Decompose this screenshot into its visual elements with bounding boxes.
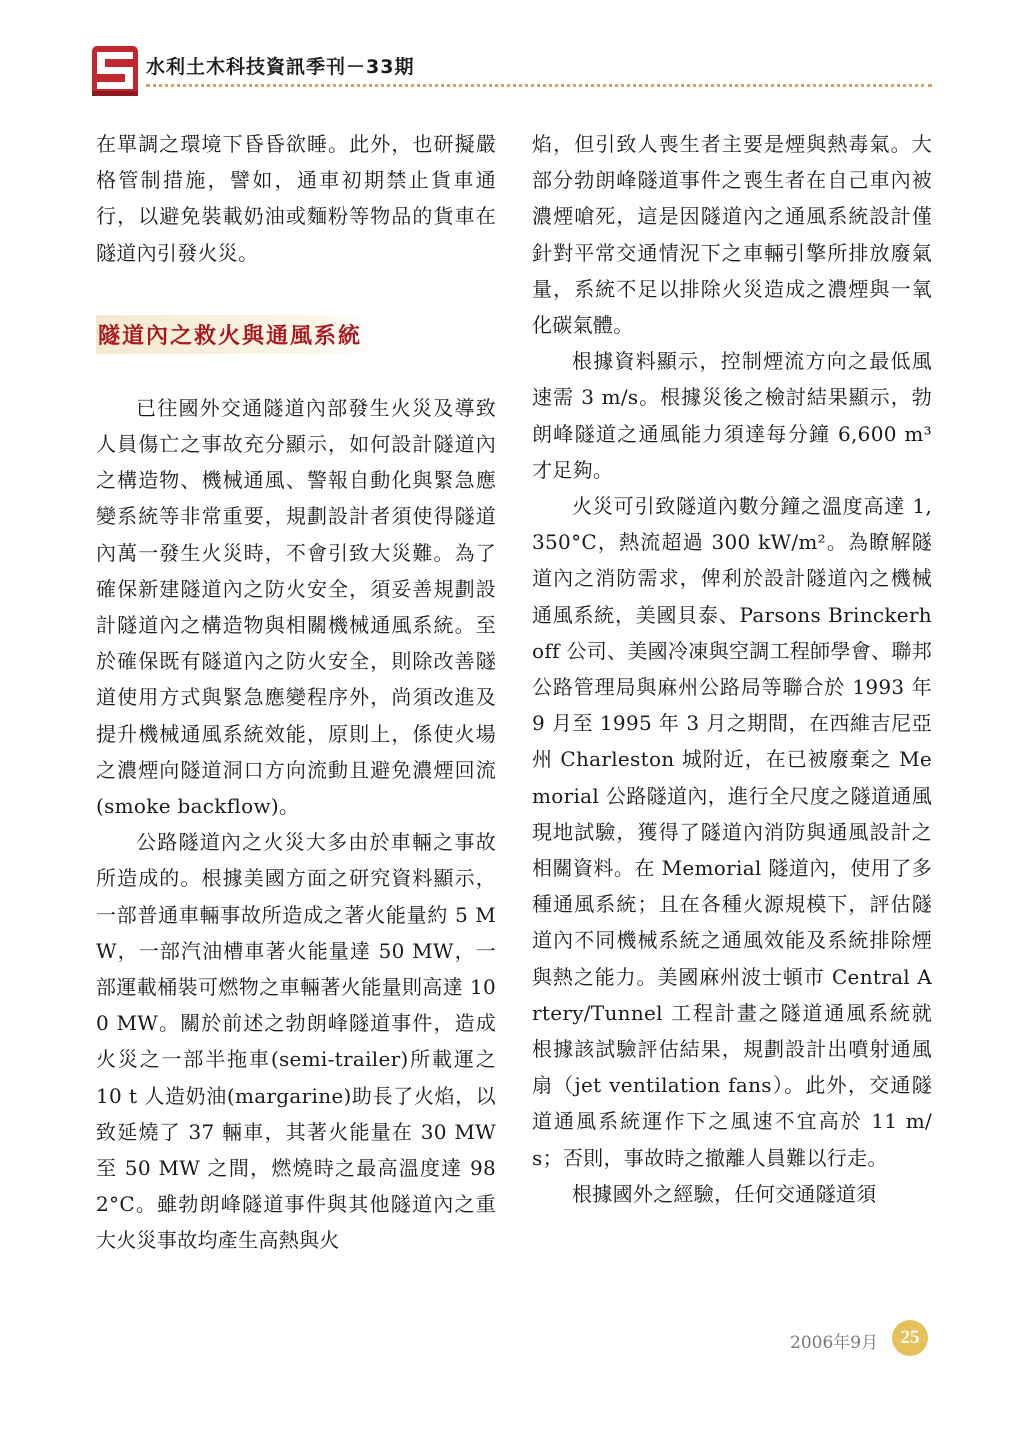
paragraph-3: 公路隧道內之火災大多由於車輛之事故所造成的。根據美國方面之研究資料顯示，一部普通車輛事故所造成之著火能量約 5 MW，一部汽油槽車著火能量達 50 MW，一部運載桶裝可燃物之車輛著火能量則高達 100 MW。關於前述之勃朗峰隧道事件，造成火災之一部半拖車(semi-trailer)所載運之 10 t 人造奶油(margarine)助長了火焰，以致延燒了 37 輛車，其著火能量在 30 MW 至 50 MW 之間，燃燒時之最高溫度達 982°C。雖勃朗峰隧道事件與其他隧道內之重大火災事故均產生高熱與火 xyxy=(96,830,496,1253)
heading-spacer xyxy=(96,372,496,390)
paragraph-7: 根據國外之經驗，任何交通隧道須 xyxy=(572,1181,877,1206)
issue-date: 2006年9月 xyxy=(790,1333,879,1353)
page-number-badge: 25 xyxy=(892,1320,928,1356)
paragraph-1: 在單調之環境下昏昏欲睡。此外，也研擬嚴格管制措施，譬如，通車初期禁止貨車通行，以避免裝載奶油或麵粉等物品的貨車在隧道內引發火災。 xyxy=(96,132,496,265)
paragraph-6: 火災可引致隧道內數分鐘之溫度高達 1,350°C，熱流超過 300 kW/m²。為瞭解隧道內之消防需求，俾利於設計隧道內之機械通風系統，美國貝泰、Parsons Brinckerhoff 公司、美國冷凍與空調工程師學會、聯邦公路管理局與麻州公路局等聯合於 1993 年 9 月至 1995 年 3 月之期間，在西維吉尼亞州 Charleston 城附近，在已被廢棄之 Memorial 公路隧道內，進行全尺度之隧道通風現地試驗，獲得了隧道內消防與通風設計之相關資料。在 Memorial 隧道內，使用了多種通風系統；且在各種火源規模下，評估隧道內不同機械系統之通風效能及系統排除煙與熱之能力。美國麻州波士頓市 Central Artery/Tunnel 工程計畫之隧道通風系統就根據該試驗評估結果，規劃設計出噴射通風扇（jet ventilation fans）。此外，交通隧道通風系統運作下之風速不宜高於 11 m/s；否則，事故時之撤離人員難以行走。 xyxy=(532,494,932,1170)
page-footer xyxy=(790,1318,940,1358)
journal-title: 水利土木科技資訊季刊－33期 xyxy=(146,56,415,78)
right-column xyxy=(532,126,932,1212)
paragraph-2: 已往國外交通隧道內部發生火災及導致人員傷亡之事故充分顯示，如何設計隧道內之構造物、機械通風、警報自動化與緊急應變系統等非常重要，規劃設計者須使得隧道內萬一發生火災時，不會引致大災難。為了確保新建隧道內之防火安全，須妥善規劃設計隧道內之構造物與相關機械通風系統。至於確保既有隧道內之防火安全，則除改善隧道使用方式與緊急應變程序外，尚須改進及提升機械通風系統效能，原則上，係使火場之濃煙向隧道洞口方向流動且避免濃煙回流(smoke backflow)。 xyxy=(96,395,496,819)
journal-logo-icon xyxy=(92,46,138,96)
paragraph-5: 根據資料顯示，控制煙流方向之最低風速需 3 m/s。根據災後之檢討結果顯示，勃朗峰隧道之通風能力須達每分鐘 6,600 m³ 才足夠。 xyxy=(532,349,932,482)
page-header xyxy=(92,46,932,102)
section-heading: 隧道內之救火與通風系統 xyxy=(96,315,372,354)
header-divider xyxy=(146,84,932,87)
paragraph-4: 焰，但引致人喪生者主要是煙與熱毒氣。大部分勃朗峰隧道事件之喪生者在自己車內被濃煙嗆死，這是因隧道內之通風系統設計僅針對平常交通情況下之車輛引擎所排放廢氣量，系統不足以排除火災造成之濃煙與一氧化碳氣體。 xyxy=(532,132,932,338)
left-column xyxy=(96,126,496,1259)
